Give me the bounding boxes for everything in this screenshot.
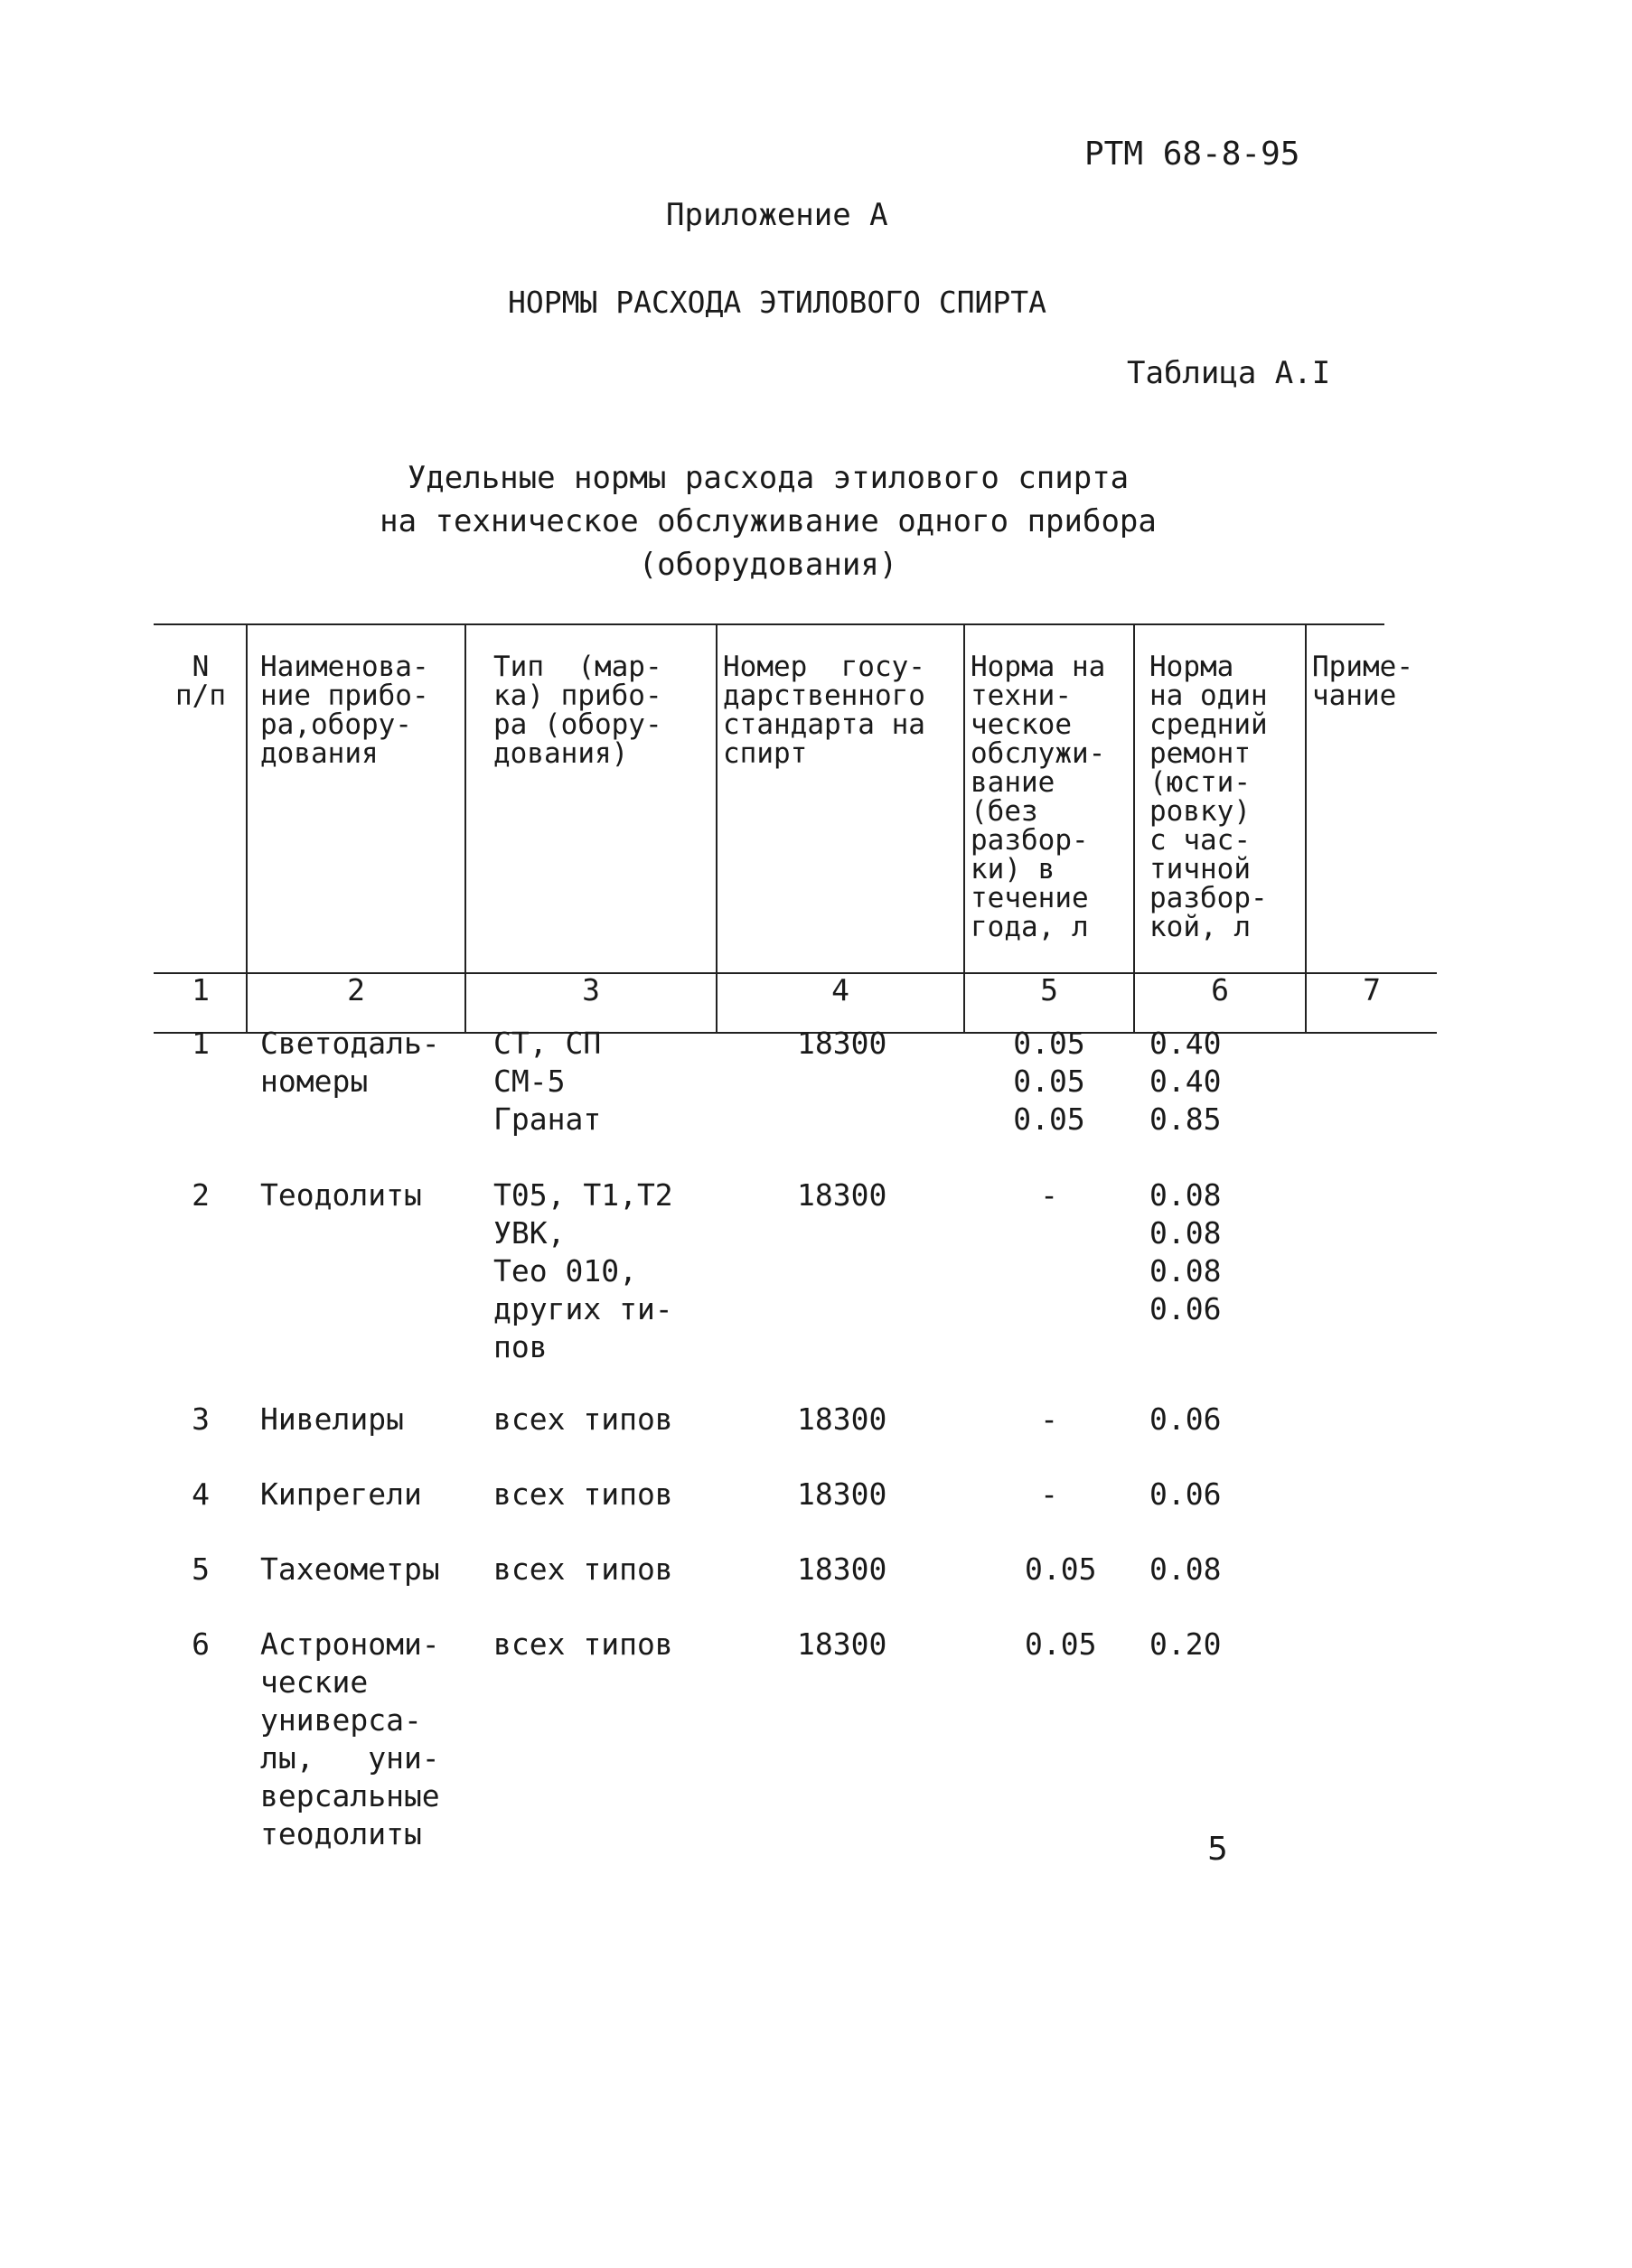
- cell-norm-repair: 0.08 0.08 0.08 0.06: [1149, 1177, 1222, 1326]
- cell-type: СТ, СП СМ-5 Гранат: [493, 1026, 602, 1137]
- document-code: РТМ 68-8-95: [1084, 136, 1300, 173]
- cell-norm-service: 0.05: [1025, 1551, 1097, 1587]
- column-number: 4: [831, 972, 849, 1007]
- table-column-divider: [1305, 623, 1307, 1032]
- cell-norm-service: 0.05 0.05 0.05: [1013, 1026, 1085, 1137]
- cell-norm-service: 0.05: [1025, 1626, 1097, 1662]
- column-header: Наименова- ние прибо- ра,обору- дования: [260, 651, 429, 770]
- column-header: N п/п: [175, 651, 226, 712]
- cell-norm-service: -: [1040, 1401, 1058, 1437]
- cell-norm-repair: 0.20: [1149, 1626, 1222, 1662]
- cell-name: Тахеометры: [260, 1551, 440, 1587]
- cell-number: 6: [192, 1626, 210, 1662]
- table-caption-line: на техническое обслуживание одного прибора: [380, 503, 1157, 539]
- cell-name: Кипрегели: [260, 1476, 422, 1512]
- table-caption-line: (оборудования): [638, 547, 898, 583]
- cell-type: всех типов: [493, 1476, 673, 1512]
- column-number: 6: [1211, 972, 1229, 1007]
- cell-number: 1: [192, 1026, 210, 1061]
- cell-norm-service: -: [1040, 1177, 1058, 1213]
- appendix-heading: Приложение А: [666, 197, 888, 233]
- cell-number: 2: [192, 1177, 210, 1213]
- table-caption-line: Удельные нормы расхода этилового спирта: [407, 460, 1130, 496]
- column-number: 7: [1363, 972, 1381, 1007]
- column-number: 1: [192, 972, 210, 1007]
- cell-name: Светодаль- номеры: [260, 1026, 440, 1099]
- column-header: Тип (мар- ка) прибо- ра (обору- дования): [493, 651, 662, 770]
- column-header: Норма на техни- ческое обслужи- вание (без разбор- ки) в течение года, л: [971, 651, 1106, 943]
- column-number: 3: [582, 972, 600, 1007]
- page-number: 5: [1207, 1831, 1228, 1868]
- document-title: НОРМЫ РАСХОДА ЭТИЛОВОГО СПИРТА: [508, 285, 1047, 320]
- cell-standard: 18300: [797, 1026, 887, 1061]
- cell-standard: 18300: [797, 1177, 887, 1213]
- cell-name: Нивелиры: [260, 1401, 404, 1437]
- column-number: 2: [347, 972, 365, 1007]
- cell-number: 4: [192, 1476, 210, 1512]
- table-column-divider: [1133, 623, 1135, 1032]
- cell-number: 5: [192, 1551, 210, 1587]
- table-column-divider: [464, 623, 466, 1032]
- cell-norm-repair: 0.06: [1149, 1476, 1222, 1512]
- table-rule: [154, 623, 1384, 625]
- cell-name: Астрономи- ческие универса- лы, уни- версальные теодолиты: [260, 1626, 440, 1851]
- column-number: 5: [1040, 972, 1058, 1007]
- column-header: Номер госу- дарственного стандарта на спирт: [723, 651, 925, 770]
- column-header: Приме- чание: [1312, 651, 1413, 712]
- cell-standard: 18300: [797, 1551, 887, 1587]
- cell-standard: 18300: [797, 1626, 887, 1662]
- cell-standard: 18300: [797, 1401, 887, 1437]
- cell-standard: 18300: [797, 1476, 887, 1512]
- table-label: Таблица А.I: [1127, 355, 1331, 391]
- cell-norm-repair: 0.08: [1149, 1551, 1222, 1587]
- cell-norm-repair: 0.06: [1149, 1401, 1222, 1437]
- cell-type: Т05, Т1,Т2 УВК, Тео 010, других ти- пов: [493, 1177, 673, 1364]
- cell-norm-service: -: [1040, 1476, 1058, 1512]
- cell-name: Теодолиты: [260, 1177, 422, 1213]
- cell-number: 3: [192, 1401, 210, 1437]
- cell-type: всех типов: [493, 1401, 673, 1437]
- table-column-divider: [716, 623, 718, 1032]
- column-header: Норма на один средний ремонт (юсти- ровку) с час- тичной разбор- кой, л: [1149, 651, 1268, 943]
- table-column-divider: [246, 623, 248, 1032]
- cell-type: всех типов: [493, 1626, 673, 1662]
- cell-type: всех типов: [493, 1551, 673, 1587]
- cell-norm-repair: 0.40 0.40 0.85: [1149, 1026, 1222, 1137]
- table-column-divider: [963, 623, 965, 1032]
